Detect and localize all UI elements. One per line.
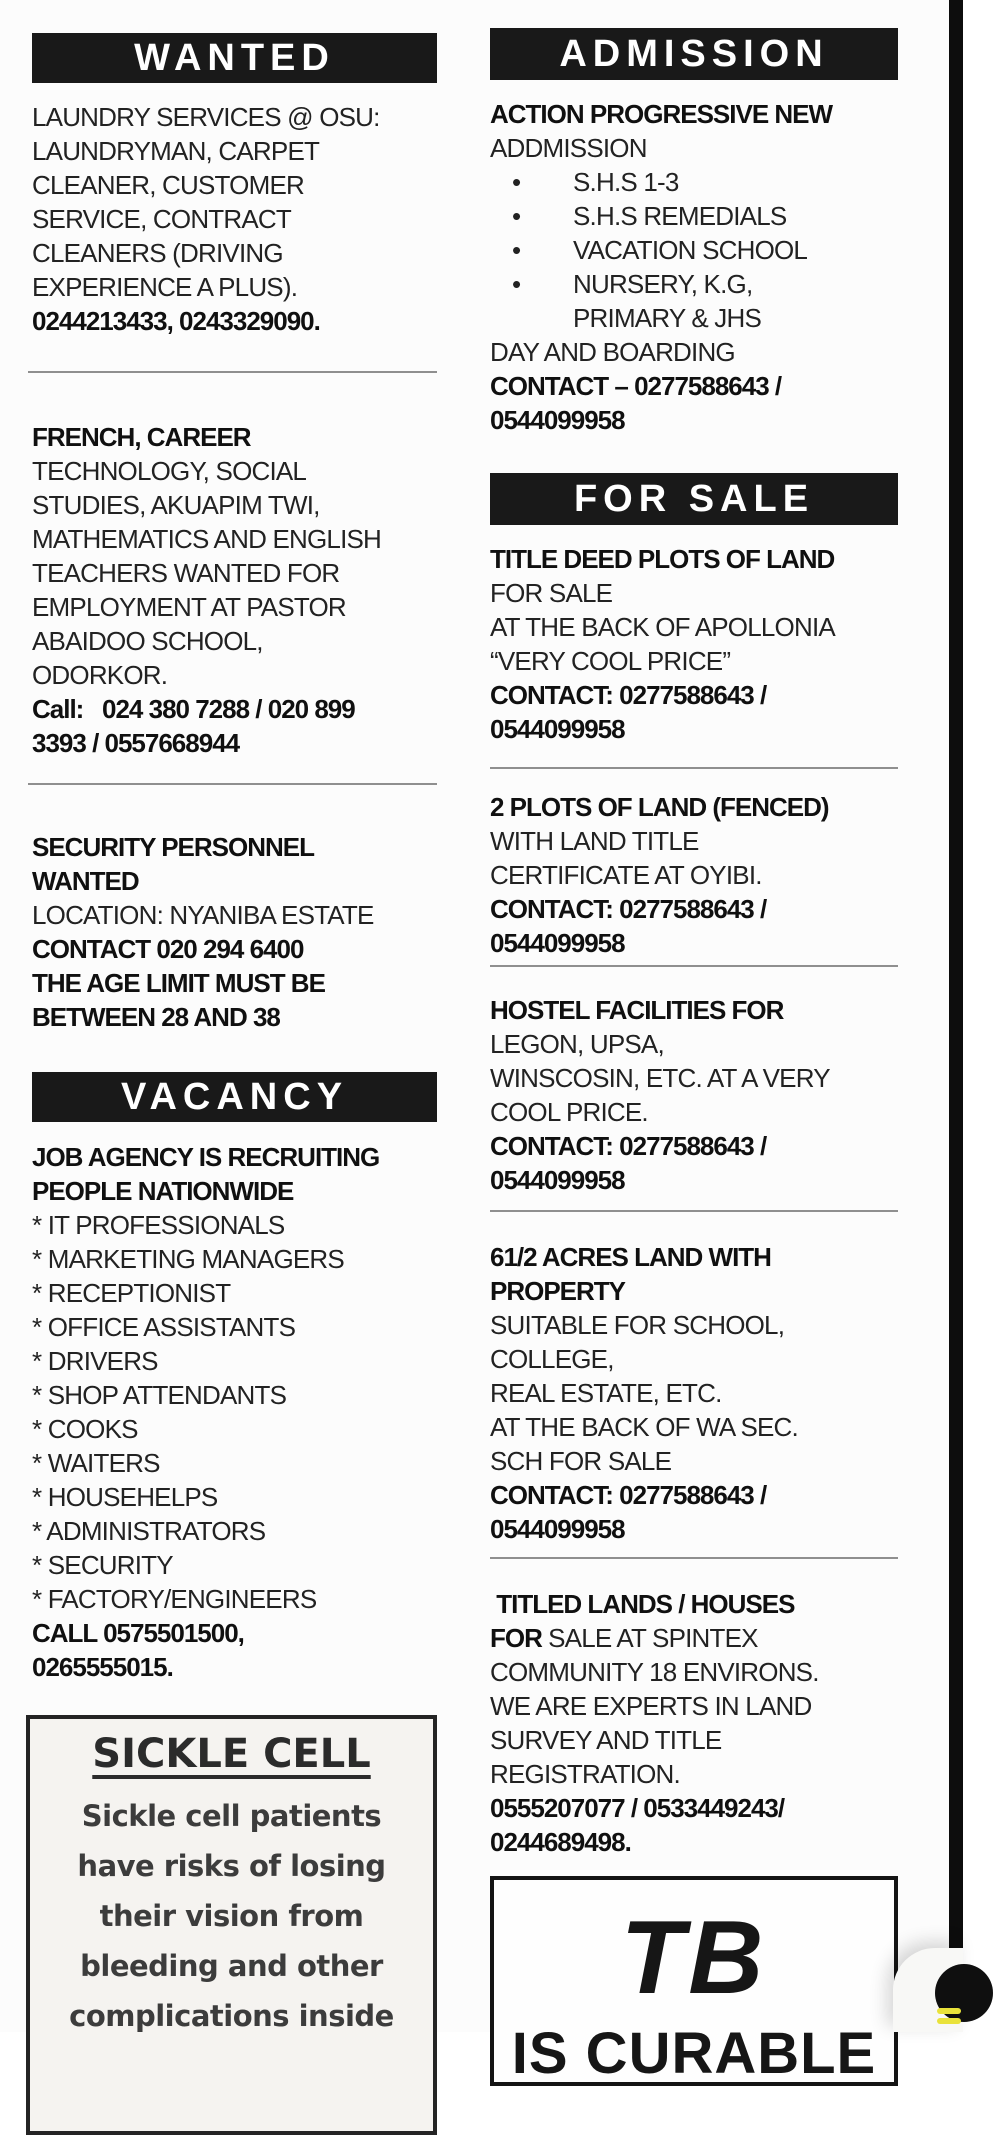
ad-line: THE AGE LIMIT MUST BE [32, 968, 325, 998]
ad-line: LOCATION: NYANIBA ESTATE [32, 900, 374, 930]
right-column [490, 0, 898, 2086]
ad-list-item: * ADMINISTRATORS [32, 1516, 266, 1546]
ad-divider [490, 1557, 898, 1559]
ad-line: SUITABLE FOR SCHOOL, [490, 1310, 785, 1340]
ad-list-item: * OFFICE ASSISTANTS [32, 1312, 296, 1342]
ad-heading: 2 PLOTS OF LAND (FENCED) [490, 792, 829, 822]
ad-line: have risks of losing [77, 1849, 386, 1883]
ad-list-item: * IT PROFESSIONALS [32, 1210, 285, 1240]
section-header-vacancy [32, 1072, 437, 1122]
ad-phone-line: Call: 024 380 7288 / 020 899 [32, 694, 355, 724]
ad-heading: SECURITY PERSONNEL [32, 832, 315, 862]
ad-line: ADDMISSION [490, 133, 647, 163]
ad-acres-land [490, 1240, 898, 1546]
ad-phone-line: 0544099958 [490, 405, 625, 435]
bullet-text: NURSERY, K.G, [573, 269, 753, 299]
ad-line: ODORKOR. [32, 660, 168, 690]
section-header-for-sale-label: FOR SALE [573, 478, 815, 520]
ad-phone-line: CONTACT: 0277588643 / [490, 680, 767, 710]
section-header-admission [490, 28, 898, 80]
ad-phone-line: 0555207077 / 0533449243/ [490, 1793, 785, 1823]
ad-heading: ACTION PROGRESSIVE NEW [490, 99, 833, 129]
ad-bullet-item [490, 233, 898, 267]
bullet-icon: • [512, 269, 521, 299]
ad-teachers-wanted [32, 420, 437, 760]
bullet-icon: • [512, 235, 521, 265]
ad-line: DAY AND BOARDING [490, 337, 735, 367]
ad-phone-line: 0244689498. [490, 1827, 631, 1857]
ad-title-deed-plots [490, 542, 898, 746]
ad-line: complications inside [69, 1999, 394, 2033]
ad-phone-line: 0544099958 [490, 1514, 625, 1544]
ad-heading: JOB AGENCY IS RECRUITING [32, 1142, 380, 1172]
ad-line: SURVEY AND TITLE [490, 1725, 722, 1755]
ad-line: LAUNDRYMAN, CARPET [32, 136, 320, 166]
ad-titled-lands [490, 1587, 898, 1859]
tb-subtitle: IS CURABLE [511, 2021, 877, 2086]
ad-divider [490, 767, 898, 769]
section-header-admission-label: ADMISSION [559, 33, 829, 75]
ad-phone-line: 0544099958 [490, 1165, 625, 1195]
ad-laundry-services [32, 100, 437, 338]
ad-sickle-cell-box [26, 1715, 437, 2135]
ad-list-item: * SHOP ATTENDANTS [32, 1380, 287, 1410]
bullet-text: VACATION SCHOOL [573, 235, 808, 265]
right-edge-bar [949, 0, 963, 2032]
ad-line: BETWEEN 28 AND 38 [32, 1002, 280, 1032]
ad-list-item: * SECURITY [32, 1550, 173, 1580]
ad-line: EXPERIENCE A PLUS). [32, 272, 298, 302]
ad-heading: FRENCH, CAREER [32, 422, 251, 452]
ad-phone-line: 3393 / 0557668944 [32, 728, 240, 758]
ad-bullet-item [490, 267, 898, 301]
bullet-text: S.H.S 1-3 [573, 167, 679, 197]
ad-line: ABAIDOO SCHOOL, [32, 626, 263, 656]
ad-line: AT THE BACK OF APOLLONIA [490, 612, 835, 642]
ad-job-agency [32, 1140, 437, 1684]
ad-line: SCH FOR SALE [490, 1446, 672, 1476]
section-header-for-sale [490, 473, 898, 525]
ad-line: FOR SALE [490, 578, 613, 608]
ad-line: EMPLOYMENT AT PASTOR [32, 592, 346, 622]
bullet-icon: • [512, 167, 521, 197]
ad-list-item: * HOUSEHELPS [32, 1482, 218, 1512]
ad-list-item: * COOKS [32, 1414, 138, 1444]
ad-action-progressive [490, 97, 898, 437]
ad-line: CLEANER, CUSTOMER [32, 170, 304, 200]
ad-lead-rest: SALE AT SPINTEX [548, 1623, 758, 1653]
floating-action-card[interactable] [893, 1948, 963, 2032]
ad-list-item: * RECEPTIONIST [32, 1278, 231, 1308]
section-header-vacancy-label: VACANCY [120, 1076, 349, 1118]
ad-line: their vision from [99, 1899, 364, 1933]
ad-list-item: * MARKETING MANAGERS [32, 1244, 344, 1274]
ad-divider [28, 371, 437, 373]
ad-lead-bold: FOR [490, 1623, 549, 1653]
ad-bullet-item [490, 199, 898, 233]
ad-phone-line: CALL 0575501500, [32, 1618, 244, 1648]
ad-line: COMMUNITY 18 ENVIRONS. [490, 1657, 819, 1687]
ad-line: TEACHERS WANTED FOR [32, 558, 340, 588]
ad-hostel-facilities [490, 993, 898, 1197]
ad-line: LAUNDRY SERVICES @ OSU: [32, 102, 380, 132]
ad-divider [490, 965, 898, 967]
ad-line: COLLEGE, [490, 1344, 614, 1374]
ad-phone-line: 0544099958 [490, 928, 625, 958]
ad-list-item: * WAITERS [32, 1448, 160, 1478]
left-column [32, 0, 437, 2135]
ad-heading: HOSTEL FACILITIES FOR [490, 995, 784, 1025]
ad-heading: TITLE DEED PLOTS OF LAND [490, 544, 835, 574]
ad-two-plots [490, 790, 898, 960]
ad-line: WINSCOSIN, ETC. AT A VERY [490, 1063, 830, 1093]
ad-divider [28, 783, 437, 785]
ad-line: SERVICE, CONTRACT [32, 204, 291, 234]
ad-phone-line: CONTACT: 0277588643 / [490, 1480, 767, 1510]
ad-line: CERTIFICATE AT OYIBI. [490, 860, 762, 890]
ad-phone-line: 0544099958 [490, 714, 625, 744]
tb-title: TB [620, 1900, 768, 2016]
section-header-wanted-label: WANTED [134, 37, 335, 79]
ad-bullet-continuation: PRIMARY & JHS [573, 303, 762, 333]
ad-phone-line: CONTACT: 0277588643 / [490, 894, 767, 924]
ad-heading: PEOPLE NATIONWIDE [32, 1176, 294, 1206]
ad-line: REGISTRATION. [490, 1759, 680, 1789]
ad-line: Sickle cell patients [81, 1799, 382, 1833]
ad-heading: PROPERTY [490, 1276, 626, 1306]
yellow-dash-icon [937, 2018, 961, 2024]
ad-line: COOL PRICE. [490, 1097, 648, 1127]
ad-line: TECHNOLOGY, SOCIAL [32, 456, 307, 486]
ad-line: MATHEMATICS AND ENGLISH [32, 524, 382, 554]
ad-phone-line: CONTACT – 0277588643 / [490, 371, 782, 401]
bullet-text: S.H.S REMEDIALS [573, 201, 787, 231]
ad-divider [490, 1210, 898, 1212]
ad-line: LEGON, UPSA, [490, 1029, 664, 1059]
ad-list-item: * DRIVERS [32, 1346, 158, 1376]
ad-security-personnel [32, 830, 437, 1034]
ad-heading: TITLED LANDS / HOUSES [490, 1589, 795, 1619]
yellow-dash-icon [937, 2008, 961, 2014]
ad-line: REAL ESTATE, ETC. [490, 1378, 722, 1408]
ad-line: “VERY COOL PRICE” [490, 646, 731, 676]
ad-line: STUDIES, AKUAPIM TWI, [32, 490, 320, 520]
ad-line: WE ARE EXPERTS IN LAND [490, 1691, 812, 1721]
ad-line: WITH LAND TITLE [490, 826, 699, 856]
section-header-wanted [32, 33, 437, 83]
ad-mixed-line [490, 1621, 898, 1655]
ad-heading: 61/2 ACRES LAND WITH [490, 1242, 771, 1272]
ad-heading: WANTED [32, 866, 139, 896]
ad-phone-line: CONTACT 020 294 6400 [32, 934, 304, 964]
ad-tb-box [490, 1876, 898, 2086]
ad-list-item: * FACTORY/ENGINEERS [32, 1584, 317, 1614]
ad-phone-line: 0265555015. [32, 1652, 173, 1682]
ad-phone-line: 0244213433, 0243329090. [32, 306, 320, 336]
ad-line: AT THE BACK OF WA SEC. [490, 1412, 798, 1442]
ad-bullet-item [490, 165, 898, 199]
ad-line: CLEANERS (DRIVING [32, 238, 283, 268]
ad-line: bleeding and other [80, 1949, 383, 1983]
ad-phone-line: CONTACT: 0277588643 / [490, 1131, 767, 1161]
sickle-cell-title: SICKLE CELL [92, 1731, 371, 1777]
bullet-icon: • [512, 201, 521, 231]
